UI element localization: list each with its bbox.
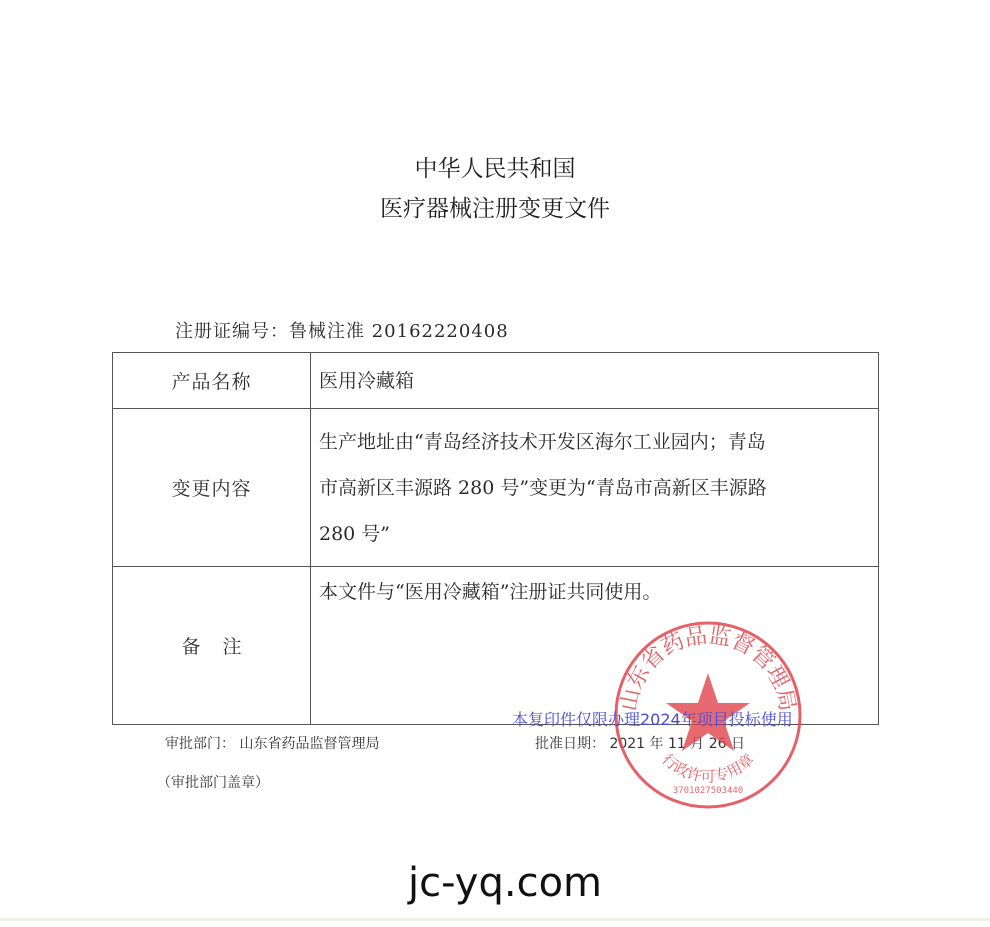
note-label: 备注 bbox=[181, 636, 264, 658]
registration-value: 鲁械注准 20162220408 bbox=[289, 321, 509, 342]
change-line: 生产地址由“青岛经济技术开发区海尔工业园内；青岛 bbox=[319, 430, 766, 453]
copy-restriction-overlay: 本复印件仅限办理2024年项目投标使用 bbox=[512, 710, 793, 729]
document-title-line1: 中华人民共和国 bbox=[414, 156, 576, 182]
svg-text:行政许可专用章 bbox=[659, 750, 758, 785]
approval-date: 批准日期： 2021 年 11 月 26 日 bbox=[535, 736, 745, 752]
page-bottom-edge bbox=[0, 918, 990, 921]
seal-top-text: 山东省药品监督管理局 bbox=[616, 623, 800, 714]
seal-code: 3701027503440 bbox=[672, 786, 744, 796]
registration-label: 注册证编号： bbox=[175, 321, 289, 342]
document-title-line2: 医疗器械注册变更文件 bbox=[380, 196, 610, 222]
department-seal-note: （审批部门盖章） bbox=[157, 775, 269, 791]
approval-department: 审批部门： 山东省药品监督管理局 bbox=[165, 736, 380, 752]
change-line: 280 号” bbox=[319, 522, 391, 545]
product-name-value: 医用冷藏箱 bbox=[311, 353, 879, 409]
product-name-label: 产品名称 bbox=[113, 353, 311, 409]
table-row bbox=[113, 409, 879, 567]
change-content-value bbox=[311, 409, 879, 567]
change-content-label: 变更内容 bbox=[113, 409, 311, 567]
change-line: 市高新区丰源路 280 号”变更为“青岛市高新区丰源路 bbox=[319, 476, 767, 499]
seal-bottom-text: 行政许可专用章 bbox=[658, 750, 758, 786]
site-watermark: jc-yq.com bbox=[407, 860, 603, 906]
note-value: 本文件与“医用冷藏箱”注册证共同使用。 bbox=[311, 567, 879, 725]
table-row bbox=[113, 353, 879, 409]
registration-number bbox=[175, 317, 509, 343]
